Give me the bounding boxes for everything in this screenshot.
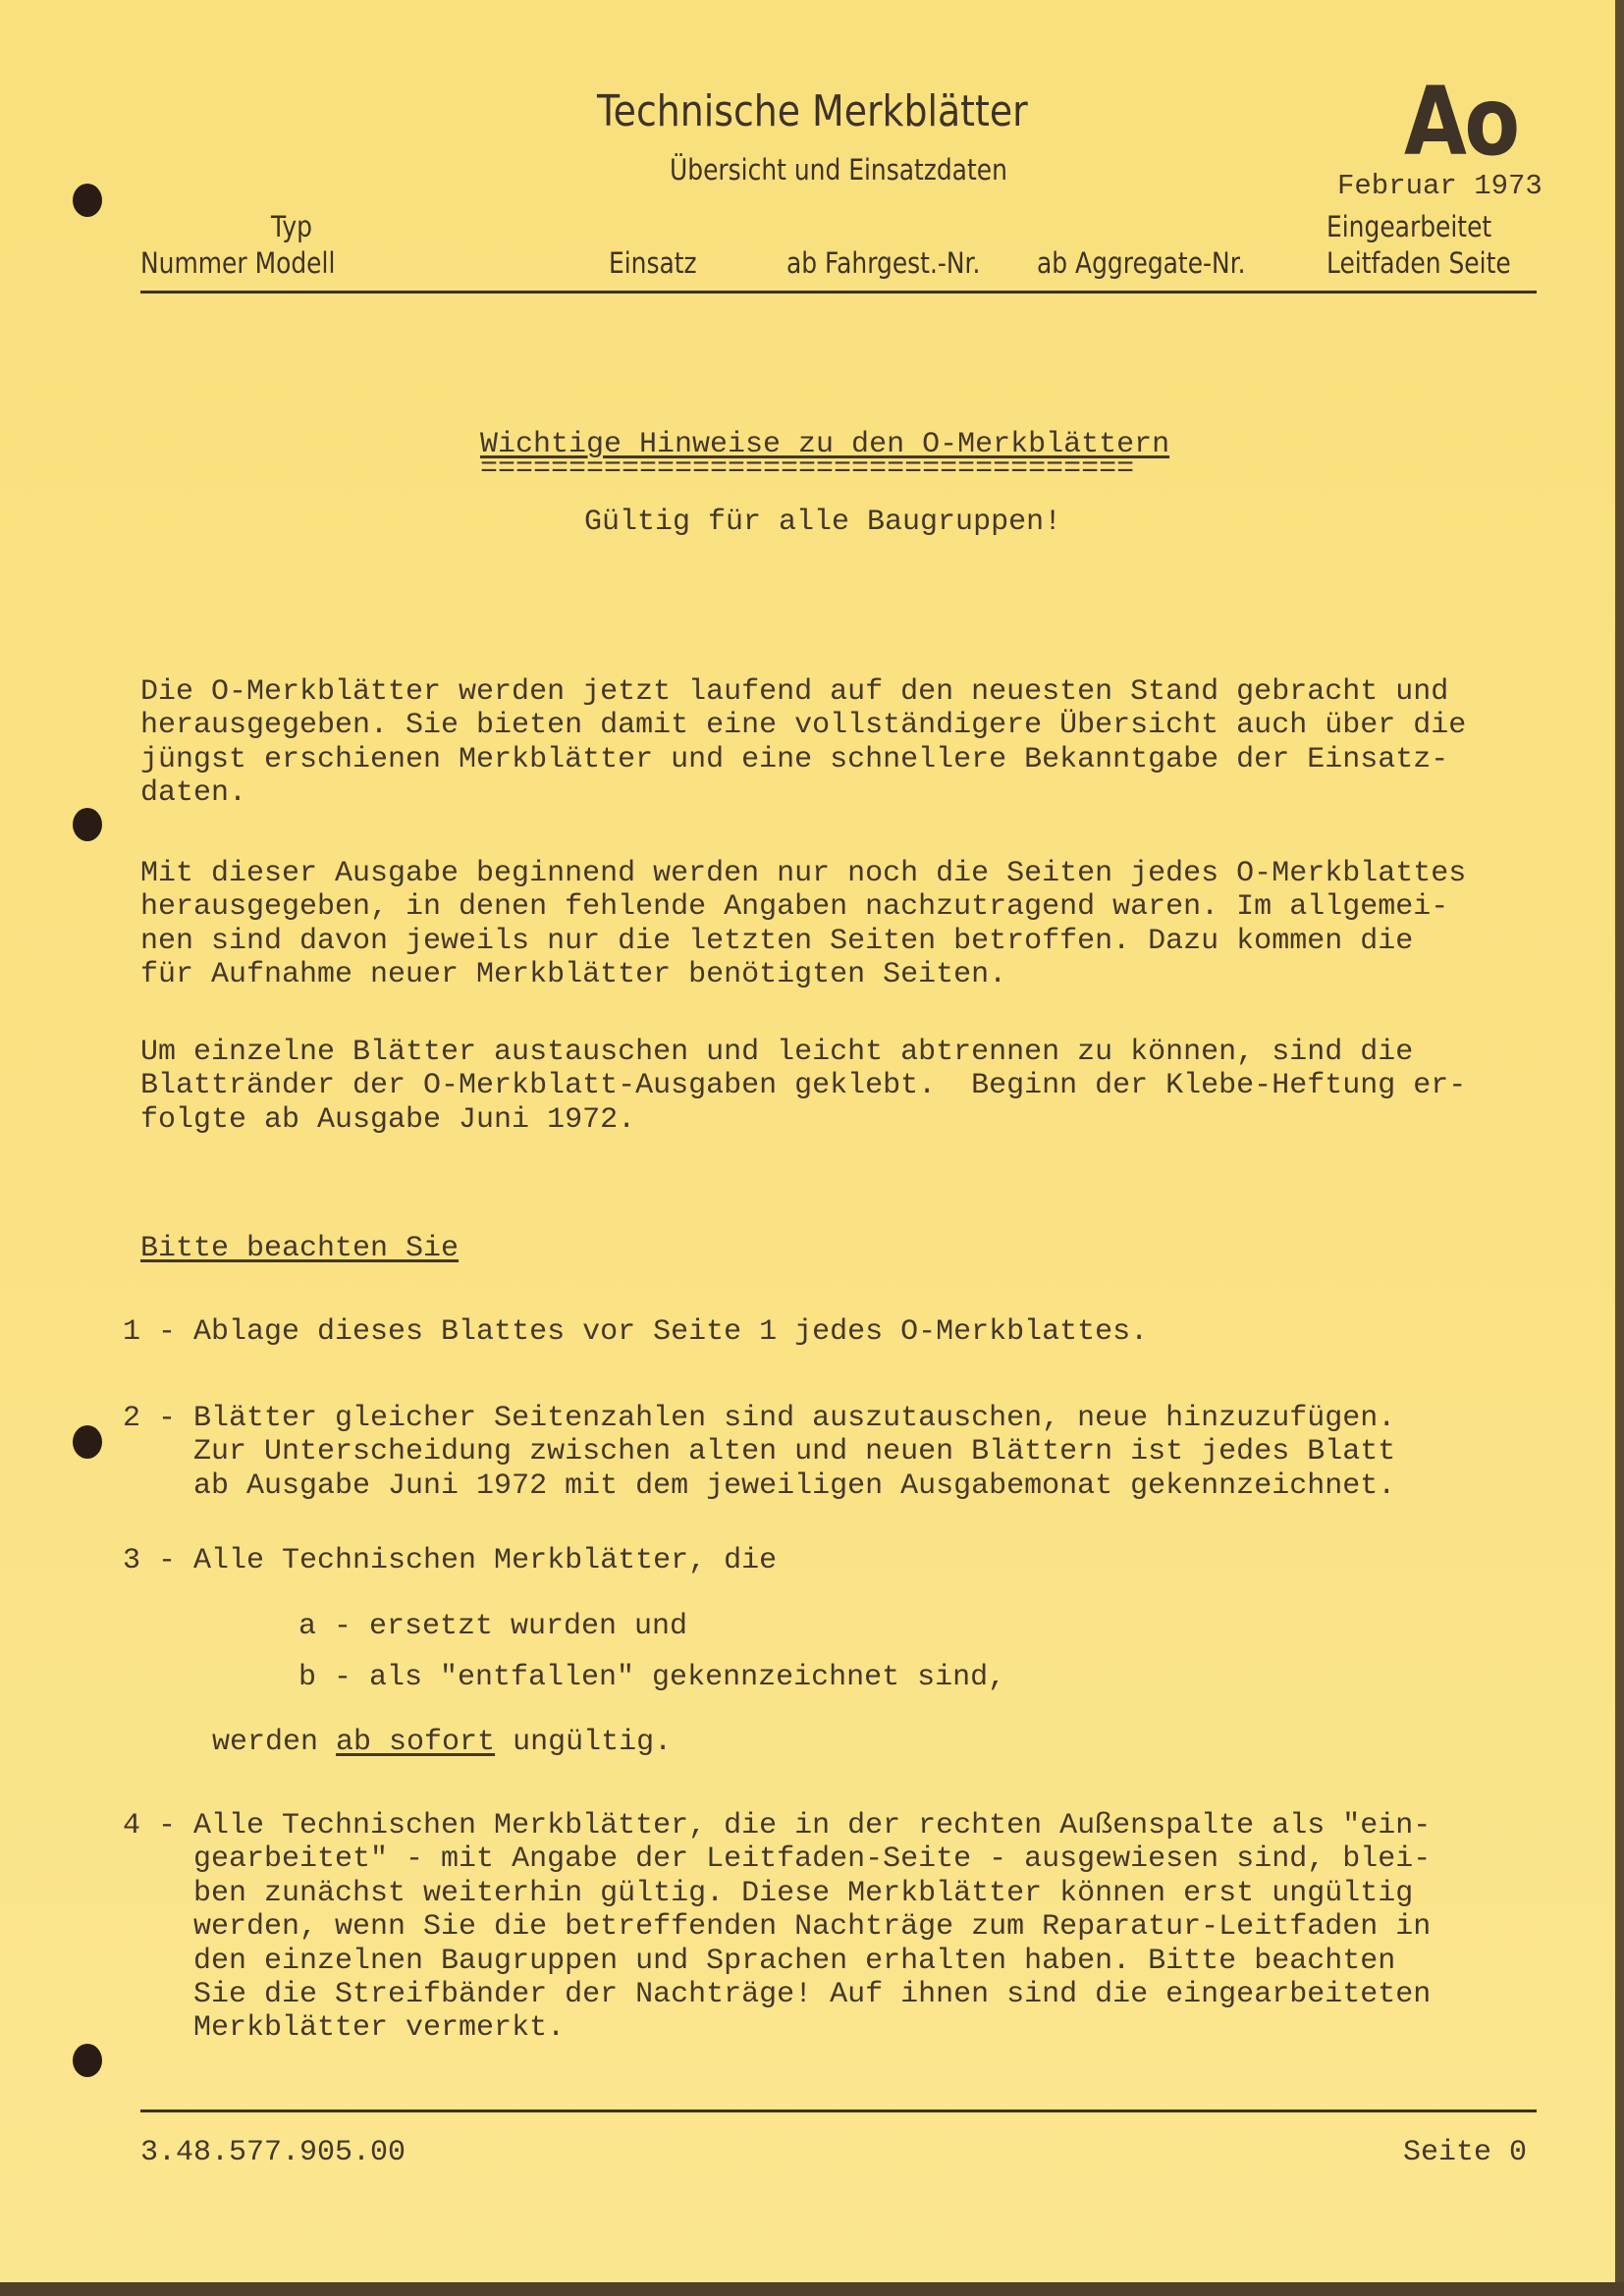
validity-note: Gültig für alle Baugruppen!	[584, 506, 1062, 539]
outro-emphasis: ab sofort	[336, 1726, 496, 1759]
text-line: daten.	[140, 776, 247, 811]
text-line: herausgegeben. Sie bieten damit eine vollständigere Übersicht auch über die	[140, 709, 1467, 743]
notice-heading-text: Bitte beachten Sie	[140, 1232, 460, 1265]
document-title: Technische Merkblätter	[597, 86, 1028, 136]
text-line: Zur Unterscheidung zwischen alten und neuen Blättern ist jedes Blatt	[123, 1435, 1396, 1469]
text-line: für Aufnahme neuer Merkblätter benötigten Seiten.	[140, 958, 1007, 992]
scan-edge	[1615, 0, 1624, 2296]
column-eingearbeitet: Eingearbeitet	[1326, 210, 1492, 243]
list-item-3-sub-b: b - als "entfallen" gekennzeichnet sind,	[298, 1661, 1006, 1694]
punch-hole	[73, 808, 102, 841]
list-item-3-outro	[212, 1726, 672, 1759]
text-line: Blattränder der O-Merkblatt-Ausgaben geklebt. Beginn der Klebe-Heftung er-	[140, 1069, 1467, 1103]
section-code: Ao	[1404, 67, 1518, 177]
scan-edge	[0, 2282, 1624, 2296]
column-typ: Typ	[271, 210, 312, 243]
header-rule	[140, 291, 1537, 294]
list-item-3-sub-a: a - ersetzt wurden und	[298, 1610, 688, 1643]
text-line: den einzelnen Baugruppen und Sprachen erhalten haben. Bitte beachten	[123, 1944, 1396, 1978]
text-line: Um einzelne Blätter austauschen und leicht abtrennen zu können, sind die	[140, 1036, 1414, 1069]
paragraph	[140, 1036, 1466, 1137]
text-line: gearbeitet" - mit Angabe der Leitfaden-Seite - ausgewiesen sind, blei-	[123, 1842, 1432, 1877]
footer-rule	[140, 2109, 1537, 2112]
notice-heading	[140, 1232, 459, 1265]
text-line: Mit dieser Ausgabe beginnend werden nur noch die Seiten jedes O-Merkblattes	[140, 857, 1467, 890]
document-number: 3.48.577.905.00	[140, 2136, 406, 2169]
punch-hole	[73, 1425, 102, 1459]
punch-hole	[73, 184, 102, 217]
column-aggregate: ab Aggregate-Nr.	[1037, 246, 1246, 280]
page-number: Seite 0	[1403, 2136, 1528, 2169]
paragraph	[140, 857, 1466, 992]
text-line: Sie die Streifbänder der Nachträge! Auf ihnen sind die eingearbeiteten	[123, 1977, 1432, 2011]
text-line: Merkblätter vermerkt.	[123, 2011, 566, 2046]
list-item-4	[123, 1809, 1431, 2046]
text-line: nen sind davon jeweils nur die letzten Seiten betroffen. Dazu kommen die	[140, 924, 1414, 958]
text-line: 4 - Alle Technischen Merkblätter, die in der rechten Außenspalte als "ein-	[123, 1809, 1432, 1842]
text-line: ab Ausgabe Juni 1972 mit dem jeweiligen Ausgabemonat gekennzeichnet.	[123, 1468, 1396, 1503]
punch-hole	[73, 2044, 102, 2077]
text-line: 2 - Blätter gleicher Seitenzahlen sind auszutauschen, neue hinzuzufügen.	[123, 1402, 1396, 1435]
text-line: folgte ab Ausgabe Juni 1972.	[140, 1102, 636, 1137]
text-line: ben zunächst weiterhin gültig. Diese Merkblätter können erst ungültig	[123, 1876, 1414, 1910]
issue-date: Februar 1973	[1337, 170, 1543, 202]
heading-double-rule: =====================================	[480, 453, 1135, 486]
column-leitfaden: Leitfaden Seite	[1326, 246, 1511, 280]
text-line: werden, wenn Sie die betreffenden Nachträge zum Reparatur-Leitfaden in	[123, 1910, 1432, 1945]
text-line: herausgegeben, in denen fehlende Angaben nachzutragend waren. Im allgemei-	[140, 890, 1449, 925]
column-fahrgest: ab Fahrgest.-Nr.	[786, 246, 981, 280]
outro-text: ungültig.	[495, 1726, 673, 1759]
document-subtitle: Übersicht und Einsatzdaten	[670, 153, 1007, 187]
text-line: Die O-Merkblätter werden jetzt laufend auf den neuesten Stand gebracht und	[140, 675, 1449, 709]
text-line: 1 - Ablage dieses Blattes vor Seite 1 jedes O-Merkblattes.	[123, 1315, 1149, 1349]
text-line: jüngst erschienen Merkblätter und eine schnellere Bekanntgabe der Einsatz-	[140, 742, 1449, 776]
list-item-3-intro: 3 - Alle Technischen Merkblätter, die	[123, 1544, 778, 1577]
column-einsatz: Einsatz	[609, 246, 697, 280]
column-nummer-modell: Nummer Modell	[140, 246, 336, 280]
main-heading-text: Wichtige Hinweise zu den O-Merkblättern	[480, 428, 1170, 461]
paragraph	[140, 675, 1466, 811]
list-item-1	[123, 1315, 1148, 1349]
outro-text: werden	[212, 1726, 337, 1759]
list-item-2	[123, 1402, 1395, 1503]
